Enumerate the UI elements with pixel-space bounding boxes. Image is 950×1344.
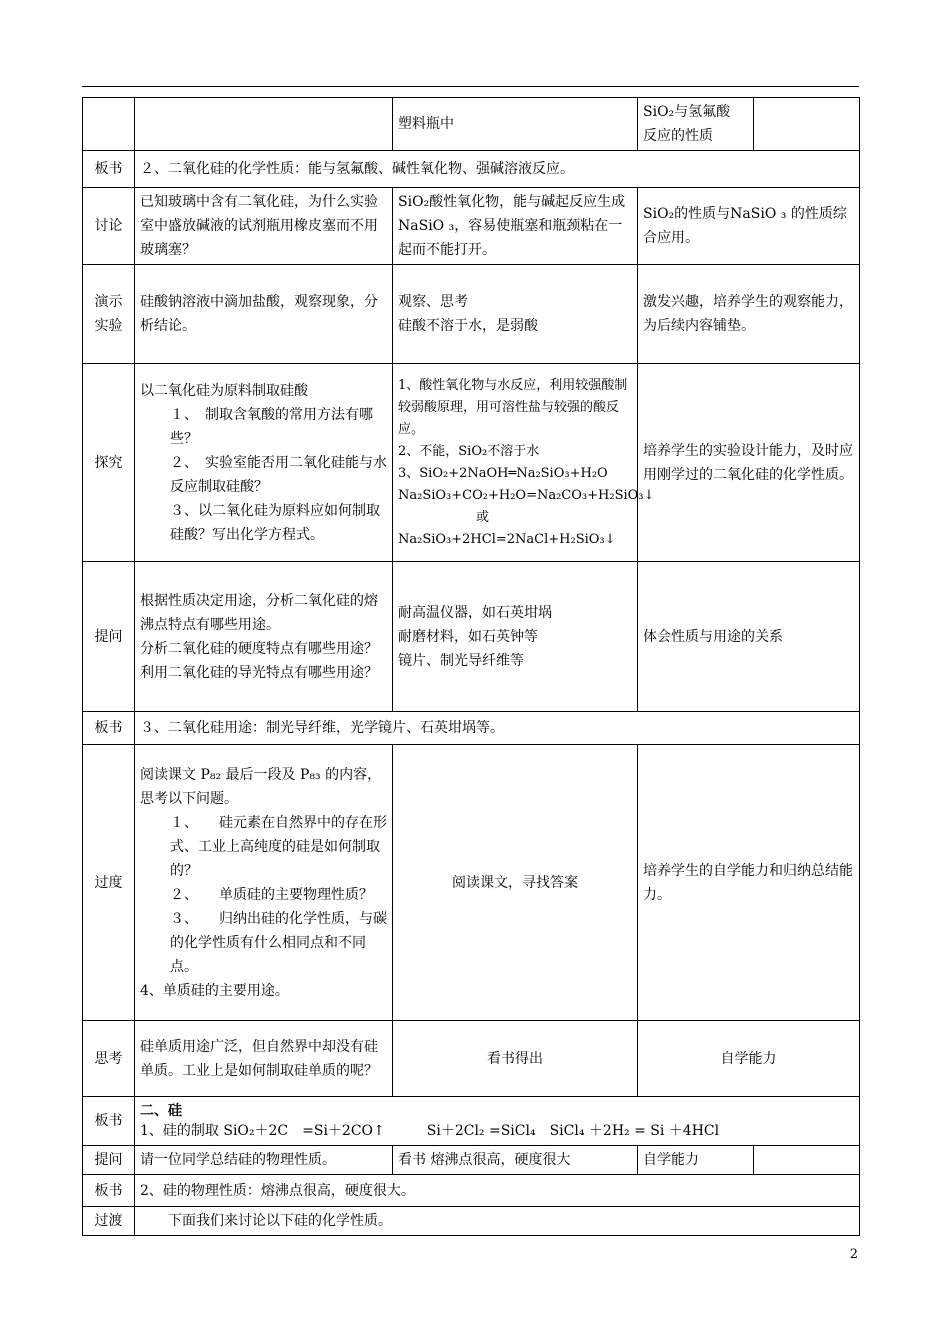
label-line: 演示 — [94, 294, 123, 310]
student-cell — [393, 562, 638, 712]
label-cell: 提问 — [83, 1146, 135, 1175]
teacher-cell: 已知玻璃中含有二氧化硅，为什么实验室中盛放碱液的试剂瓶用橡皮塞而不用玻璃塞？ — [135, 188, 393, 265]
teacher-cell — [135, 745, 393, 1021]
student-cell — [393, 364, 655, 562]
empty-cell — [754, 1146, 860, 1175]
label-cell: 提问 — [83, 562, 135, 712]
student-cell: 塑料瓶中 — [393, 98, 638, 151]
purpose-cell: 激发兴趣，培养学生的观察能力，为后续内容铺垫。 — [638, 265, 860, 364]
teacher-question: 4、单质硅的主要用途。 — [140, 982, 289, 999]
student-cell — [393, 265, 638, 364]
student-answer: Na₂SiO₃+2HCl=2NaCl+H₂SiO₃↓ — [398, 531, 616, 547]
student-answer: 镜片、制光导纤维等 — [398, 652, 524, 669]
board-content: 2、硅的物理性质：熔沸点很高，硬度很大。 — [135, 1175, 860, 1207]
purpose-cell: 自学能力 — [638, 1021, 860, 1097]
teacher-question: １、 制取含氧酸的常用方法有哪些？ — [170, 406, 373, 447]
teacher-cell: 硅单质用途广泛，但自然界中却没有硅单质。工业上是如何制取硅单质的呢？ — [135, 1021, 393, 1097]
purpose-line: SiO₂与氢氟酸 — [643, 104, 731, 120]
student-answer: 3、SiO₂+2NaOH═Na₂SiO₃+H₂O — [398, 465, 608, 481]
purpose-cell: 培养学生的实验设计能力，及时应用刚学过的二氧化硅的化学性质。 — [638, 364, 860, 562]
table-row — [83, 98, 860, 151]
teacher-question: 根据性质决定用途，分析二氧化硅的熔沸点特点有哪些用途。 — [140, 592, 378, 633]
student-cell: 看书得出 — [393, 1021, 638, 1097]
label-cell: 板书 — [83, 1175, 135, 1207]
teacher-line: 阅读课文 P₈₂ 最后一段及 P₈₃ 的内容，思考以下问题。 — [140, 766, 382, 807]
table-row — [83, 745, 860, 1021]
teacher-question: 分析二氧化硅的硬度特点有哪些用途？ — [140, 640, 378, 657]
student-answer: Na₂SiO₃+CO₂+H₂O=Na₂CO₃+H₂SiO₃↓ 或 — [398, 487, 655, 525]
teacher-line: 以二氧化硅为原料制取硅酸 — [140, 382, 308, 399]
teacher-cell — [135, 364, 393, 562]
label-cell: 板书 — [83, 151, 135, 188]
teacher-cell — [135, 98, 393, 151]
table-row — [83, 1146, 860, 1175]
label-cell — [83, 265, 135, 364]
student-answer: 1、酸性氧化物与水反应，利用较强酸制较弱酸原理，用可溶性盐与较强的酸反应。 — [398, 377, 628, 437]
label-cell: 思考 — [83, 1021, 135, 1097]
teacher-question: ３、 归纳出硅的化学性质，与碳的化学性质有什么相同点和不同点。 — [170, 910, 387, 975]
page-number: 2 — [849, 1247, 858, 1262]
student-answer: 2、不能，SiO₂不溶于水 — [398, 443, 540, 459]
purpose-cell: 体会性质与用途的关系 — [638, 562, 860, 712]
student-cell: 看书 熔沸点很高，硬度很大 — [393, 1146, 638, 1175]
purpose-line: 反应的性质 — [643, 128, 713, 144]
label-cell: 过渡 — [83, 1207, 135, 1236]
table-row — [83, 188, 860, 265]
teacher-cell: 请一位同学总结硅的物理性质。 — [135, 1146, 393, 1175]
purpose-cell: 培养学生的自学能力和归纳总结能力。 — [638, 745, 860, 1021]
table-row — [83, 562, 860, 712]
teacher-cell — [135, 562, 393, 712]
label-cell: 讨论 — [83, 188, 135, 265]
teacher-question: 利用二氧化硅的导光特点有哪些用途？ — [140, 664, 378, 681]
label-cell: 板书 — [83, 1097, 135, 1146]
student-answer: 耐高温仪器，如石英坩埚 — [398, 604, 552, 621]
table-row — [83, 1097, 860, 1146]
teacher-question: １、 硅元素在自然界中的存在形式、工业上高纯度的硅是如何制取的？ — [170, 814, 387, 879]
teacher-question: ２、 实验室能否用二氧化硅能与水反应制取硅酸？ — [170, 454, 387, 495]
empty-cell — [754, 98, 860, 151]
board-content: ２、二氧化硅的化学性质：能与氢氟酸、碱性氧化物、强碱溶液反应。 — [135, 151, 860, 188]
teacher-question: ２、 单质硅的主要物理性质？ — [170, 886, 373, 903]
lesson-plan-table — [82, 97, 860, 1236]
board-heading: 二、硅 — [140, 1103, 182, 1119]
student-cell: SiO₂酸性氧化物，能与碱起反应生成NaSiO ₃，容易使瓶塞和瓶颈粘在一起而不能打开。 — [393, 188, 638, 265]
board-content — [135, 1097, 860, 1146]
table-row — [83, 1021, 860, 1097]
table-row — [83, 1207, 860, 1236]
student-cell: 阅读课文，寻找答案 — [393, 745, 638, 1021]
purpose-cell — [638, 98, 754, 151]
header-rule — [82, 86, 859, 87]
board-formula: 1、硅的制取 SiO₂＋2C =Si＋2CO↑ Si＋2Cl₂ =SiCl₄ SiCl₄ ＋2H₂ = Si ＋4HCl — [140, 1123, 720, 1139]
board-content: 下面我们来讨论以下硅的化学性质。 — [135, 1207, 860, 1236]
student-answer: 耐磨材料，如石英钟等 — [398, 628, 538, 645]
teacher-cell: 硅酸钠溶液中滴加盐酸，观察现象，分析结论。 — [135, 265, 393, 364]
table-row — [83, 1175, 860, 1207]
student-line: 观察、思考 — [398, 294, 468, 310]
table-row — [83, 265, 860, 364]
table-row — [83, 712, 860, 745]
board-content: ３、二氧化硅用途：制光导纤维，光学镜片、石英坩埚等。 — [135, 712, 860, 745]
label-cell — [83, 98, 135, 151]
purpose-cell: SiO₂的性质与NaSiO ₃ 的性质综合应用。 — [638, 188, 860, 265]
label-cell: 探究 — [83, 364, 135, 562]
label-line: 实验 — [94, 318, 123, 334]
table-row — [83, 151, 860, 188]
label-cell: 过度 — [83, 745, 135, 1021]
label-cell: 板书 — [83, 712, 135, 745]
purpose-cell: 自学能力 — [638, 1146, 754, 1175]
teacher-question: ３、以二氧化硅为原料应如何制取硅酸？写出化学方程式。 — [170, 502, 380, 543]
student-line: 硅酸不溶于水，是弱酸 — [398, 318, 538, 334]
table-row — [83, 364, 860, 562]
